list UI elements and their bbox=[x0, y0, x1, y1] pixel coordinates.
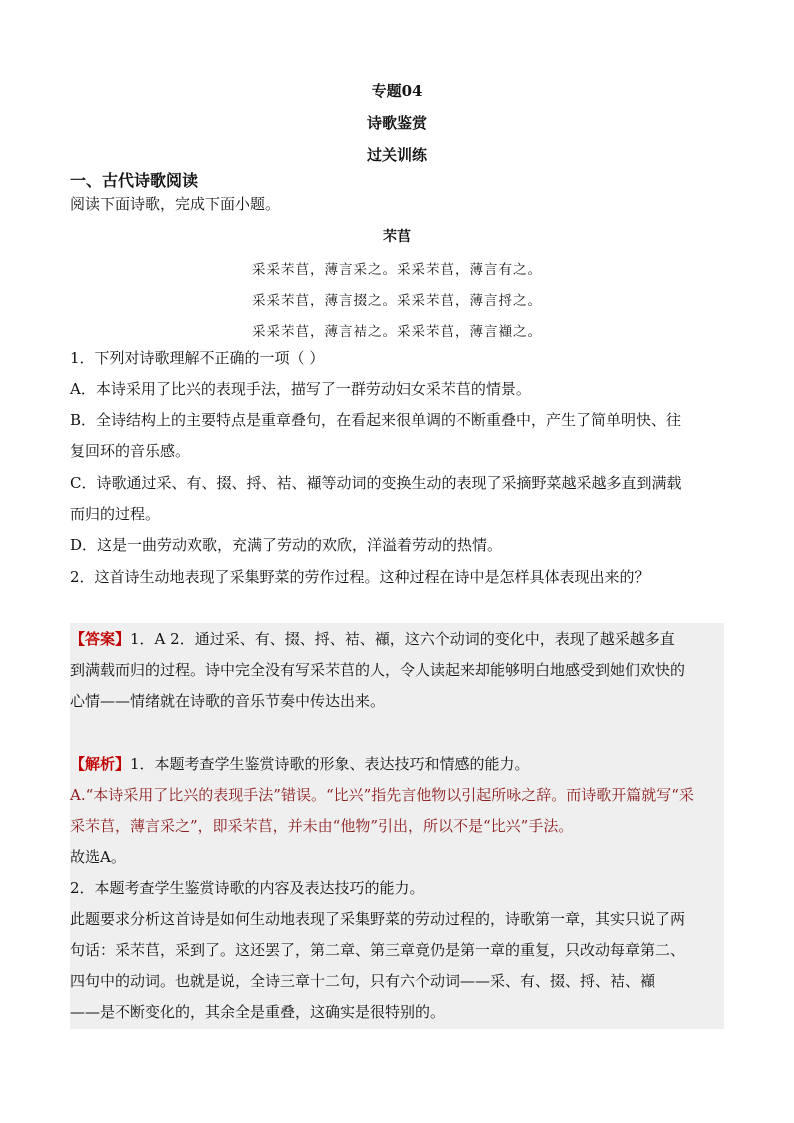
answer-line: 到满载而归的过程。诗中完全没有写采芣苢的人，令人读起来却能够明白地感受到她们欢快的 bbox=[70, 661, 686, 679]
poem-line: 采采芣苢，薄言袺之。采采芣苢，薄言襭之。 bbox=[252, 324, 542, 340]
option-d: D．这是一曲劳动欢歌，充满了劳动的欢欣，洋溢着劳动的热情。 bbox=[70, 536, 503, 554]
analysis-line bbox=[70, 749, 724, 780]
section-instruction: 阅读下面诗歌，完成下面小题。 bbox=[70, 195, 281, 213]
analysis-text: 1．本题考查学生鉴赏诗歌的形象、表达技巧和情感的能力。 bbox=[130, 755, 530, 773]
page-subtitle: 过关训练 bbox=[366, 146, 427, 164]
option-a: A．本诗采用了比兴的表现手法，描写了一群劳动妇女采芣苢的情景。 bbox=[70, 380, 531, 398]
topic-heading: 专题04 bbox=[371, 82, 423, 100]
analysis-line: 故选A。 bbox=[70, 848, 126, 866]
answer-line: 心情——情绪就在诗歌的音乐节奏中传达出来。 bbox=[70, 692, 386, 710]
analysis-line: A.“本诗采用了比兴的表现手法”错误。“比兴”指先言他物以引起所咏之辞。而诗歌开篇就写“采 bbox=[70, 786, 694, 804]
analysis-line: 此题要求分析这首诗是如何生动地表现了采集野菜的劳动过程的，诗歌第一章，其实只说了两 bbox=[70, 910, 686, 928]
poem-line: 采采芣苢，薄言掇之。采采芣苢，薄言捋之。 bbox=[252, 293, 542, 309]
option-c-line2: 而归的过程。 bbox=[70, 505, 161, 523]
analysis-line: 采芣苢，薄言采之”，即采芣苢，并未由“他物”引出，所以不是“比兴”手法。 bbox=[70, 817, 574, 835]
analysis-tag: 【解析】 bbox=[70, 755, 131, 773]
analysis-box bbox=[70, 721, 724, 1029]
answer-tag: 【答案】 bbox=[70, 630, 131, 648]
answer-block bbox=[70, 623, 724, 717]
option-c-line1: C．诗歌通过采、有、掇、捋、袺、襭等动词的变换生动的表现了采摘野菜越采越多直到满载 bbox=[70, 474, 682, 492]
analysis-line: ——是不断变化的，其余全是重叠，这确实是很特别的。 bbox=[70, 1003, 446, 1021]
analysis-block bbox=[70, 721, 724, 1028]
question-1: 1．下列对诗歌理解不正确的一项（ ） bbox=[70, 349, 325, 367]
analysis-line: 四句中的动词。也就是说，全诗三章十二句，只有六个动词——采、有、掇、捋、袺、襭 bbox=[70, 972, 656, 990]
poem-title: 芣苢 bbox=[383, 229, 411, 245]
option-b-line2: 复回环的音乐感。 bbox=[70, 442, 191, 460]
answer-box bbox=[70, 623, 724, 721]
poem-line: 采采芣苢，薄言采之。采采芣苢，薄言有之。 bbox=[252, 262, 542, 278]
page-title: 诗歌鉴赏 bbox=[366, 114, 427, 132]
answer-line bbox=[70, 624, 724, 655]
question-2: 2．这首诗生动地表现了采集野菜的劳作过程。这种过程在诗中是怎样具体表现出来的？ bbox=[70, 568, 650, 586]
option-b-line1: B．全诗结构上的主要特点是重章叠句，在看起来很单调的不断重叠中，产生了简单明快、往 bbox=[70, 411, 682, 429]
section-heading: 一、古代诗歌阅读 bbox=[70, 171, 199, 190]
analysis-line: 句话：采芣苢，采到了。这还罢了，第二章、第三章竟仍是第一章的重复，只改动每章第二、 bbox=[70, 941, 686, 959]
analysis-line: 2．本题考查学生鉴赏诗歌的内容及表达技巧的能力。 bbox=[70, 879, 425, 897]
answer-text: 1．A 2．通过采、有、掇、捋、袺、襭，这六个动词的变化中，表现了越采越多直 bbox=[130, 630, 675, 648]
